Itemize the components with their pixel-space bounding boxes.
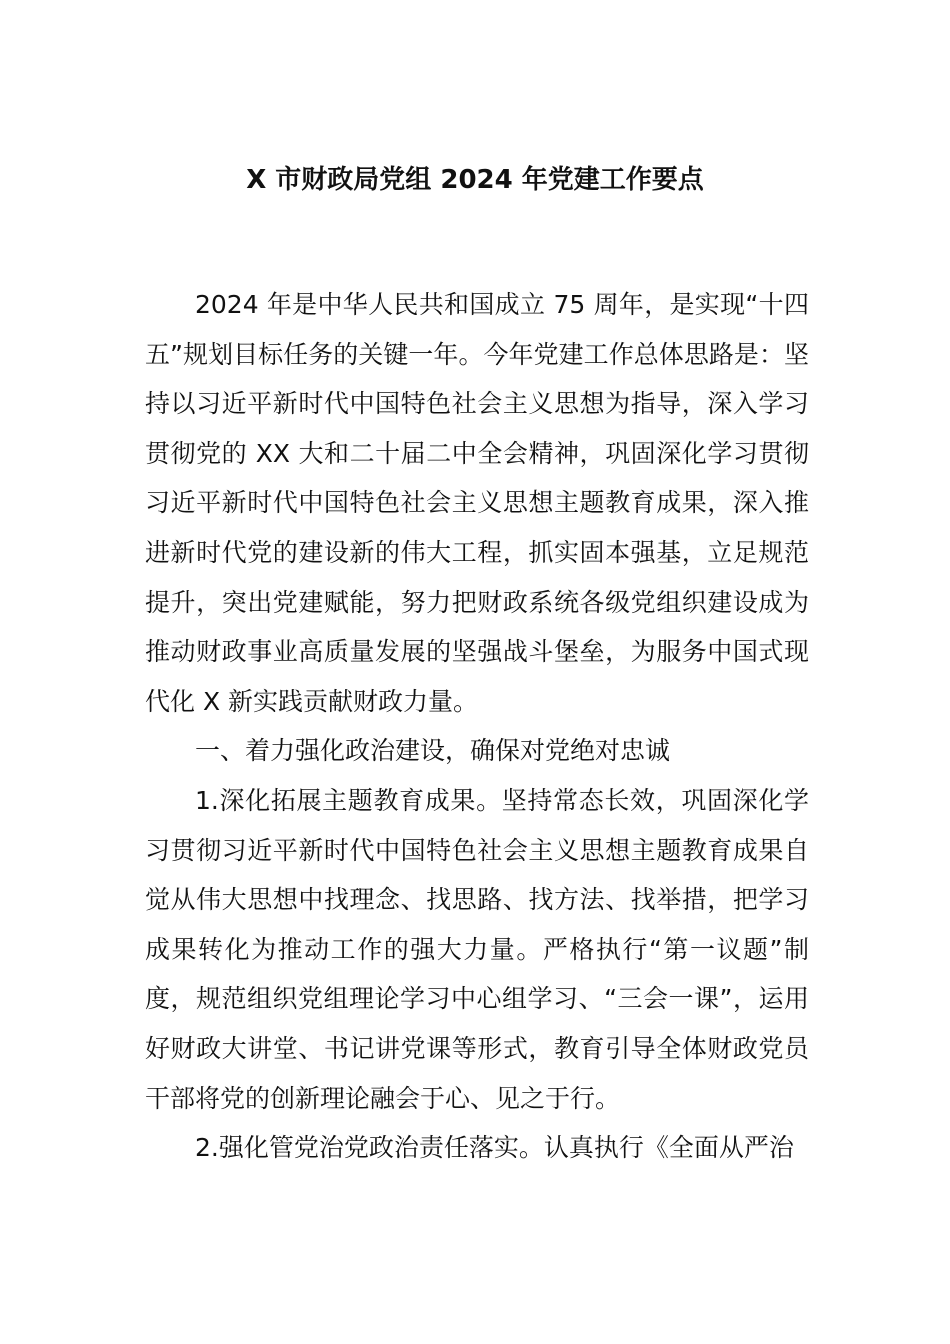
item-paragraph-1: 1.深化拓展主题教育成果。坚持常态长效，巩固深化学习贯彻习近平新时代中国特色社会主义思想主题教育成果自觉从伟大思想中找理念、找思路、找方法、找举措，把学习成果转化为推动工作的强大力量。严格执行“第一议题”制度，规范组织党组理论学习中心组学习、“三会一课”，运用好财政大讲堂、书记讲党课等形式，教育引导全体财政党员干部将党的创新理论融会于心、见之于行。 xyxy=(145,785,809,1113)
section-heading-1: 一、着力强化政治建设，确保对党绝对忠诚 xyxy=(195,736,671,766)
item-paragraph-2: 2.强化管党治党政治责任落实。认真执行《全面从严治 xyxy=(195,1133,794,1163)
document-title: X 市财政局党组 2024 年党建工作要点 xyxy=(246,165,704,195)
document-body xyxy=(145,280,809,1173)
intro-paragraph: 2024 年是中华人民共和国成立 75 周年，是实现“十四五”规划目标任务的关键一年。今年党建工作总体思路是：坚持以习近平新时代中国特色社会主义思想为指导，深入学习贯彻党的 XX 大和二十届二中全会精神，巩固深化学习贯彻习近平新时代中国特色社会主义思想主题教育成果，深入推进新时代党的建设新的伟大工程，抓实固本强基，立足规范提升，突出党建赋能，努力把财政系统各级党组织建设成为推动财政事业高质量发展的坚强战斗堡垒，为服务中国式现代化 X 新实践贡献财政力量。 xyxy=(145,290,809,716)
